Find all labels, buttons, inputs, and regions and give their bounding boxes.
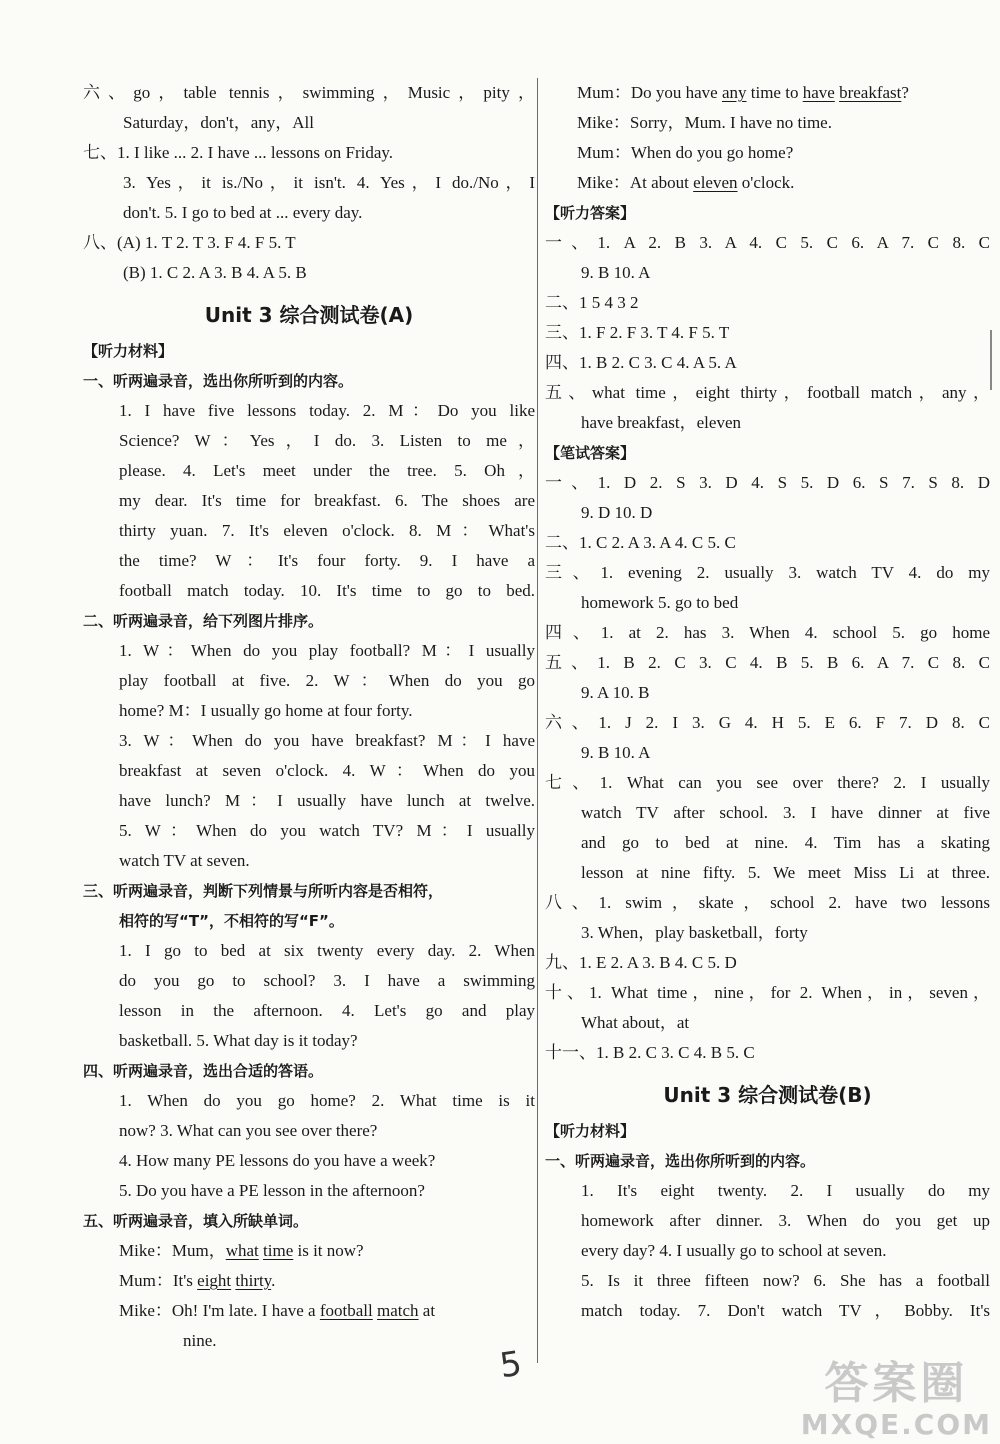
answer-line: 七、1. I like ... 2. I have ... lessons on Friday. <box>83 143 394 162</box>
text-line: 4. How many PE lessons do you have a week? <box>119 1151 436 1170</box>
text-line: 1. W：When do you play football? M：I usually <box>119 641 535 660</box>
right-column <box>545 78 990 1326</box>
blank-answer: breakfast <box>839 83 902 102</box>
text-line: 1. When do you go home? 2. What time is it <box>119 1091 535 1110</box>
answer-line: 3. When，play basketball，forty <box>581 923 808 942</box>
answer-line: watch TV after school. 3. I have dinner at five <box>581 803 990 822</box>
dialogue-line: Mike：Sorry，Mum. I have no time. <box>577 113 832 132</box>
text-line: do you go to school? 3. I have a swimming <box>119 971 535 990</box>
blank-answer: eight <box>197 1271 232 1290</box>
text-line: watch TV at seven. <box>119 851 250 870</box>
answer-line: 九、1. E 2. A 3. B 4. C 5. D <box>545 953 737 972</box>
section-label: 【听力答案】 <box>545 204 636 222</box>
answer-line: 三、1. F 2. F 3. T 4. F 5. T <box>545 323 730 342</box>
blank-answer: match <box>377 1301 419 1320</box>
dialogue-text: Mike：Mum， <box>119 1241 226 1260</box>
watermark-text: 答案圈 <box>824 1358 969 1409</box>
text-line: every day? 4. I usually go to school at seven. <box>581 1241 887 1260</box>
text-line: play football at five. 2. W：When do you go <box>119 671 535 690</box>
text-line: lesson in the afternoon. 4. Let's go and play <box>119 1001 535 1020</box>
answer-line: What about，at <box>581 1013 690 1032</box>
dialogue-line <box>545 78 990 108</box>
answer-line: 三、1. evening 2. usually 3. watch TV 4. do my <box>545 563 990 582</box>
answer-line: 六、go，table tennis，swimming，Music，pity， <box>83 83 535 102</box>
blank-answer: any <box>721 83 747 102</box>
text-line: now? 3. What can you see over there? <box>119 1121 378 1140</box>
dialogue-text: at <box>418 1301 436 1320</box>
answer-line: homework 5. go to bed <box>581 593 739 612</box>
section-heading: 二、听两遍录音，给下列图片排序。 <box>83 612 324 630</box>
text-line: have lunch? M：I usually have lunch at twelve. <box>119 791 535 810</box>
text-line: 5. W：When do you watch TV? M：I usually <box>119 821 535 840</box>
dialogue-line: nine. <box>183 1331 217 1350</box>
text-line: 3. W：When do you have breakfast? M：I have <box>119 731 535 750</box>
section-heading: 五、听两遍录音，填入所缺单词。 <box>83 1212 309 1230</box>
unit-b-title: Unit 3 综合测试卷(B) <box>663 1083 872 1107</box>
dialogue-line <box>83 1236 535 1266</box>
text-line: breakfast at seven o'clock. 4. W：When do you <box>119 761 535 780</box>
answer-line: 八、1. swim，skate，school 2. have two lessons <box>545 893 990 912</box>
text-line: basketball. 5. What day is it today? <box>119 1031 358 1050</box>
answer-line: 五、what time，eight thirty，football match，any， <box>545 383 990 402</box>
answer-line: lesson at nine fifty. 5. We meet Miss Li at three. <box>581 863 990 882</box>
dialogue-text: is it now? <box>293 1241 364 1260</box>
dialogue-text: Mike：Oh! I'm late. I have a <box>119 1301 320 1320</box>
section-heading: 四、听两遍录音，选出合适的答语。 <box>83 1062 324 1080</box>
dialogue-text: Mum：It's <box>119 1271 198 1290</box>
text-line: 5. Is it three fifteen now? 6. She has a football <box>581 1271 990 1290</box>
answer-line: 9. A 10. B <box>581 683 650 702</box>
answer-line: have breakfast，eleven <box>581 413 741 432</box>
text-line: homework after dinner. 3. When do you get up <box>581 1211 990 1230</box>
dialogue-text: Mike：At about <box>577 173 694 192</box>
text-line: home? M：I usually go home at four forty. <box>119 701 413 720</box>
answer-line: 9. B 10. A <box>581 743 651 762</box>
dialogue-text: o'clock. <box>737 173 795 192</box>
dialogue-text: ? <box>901 83 909 102</box>
watermark-logo <box>801 1358 992 1440</box>
dialogue-text: time to <box>746 83 803 102</box>
answer-line: 一、1. A 2. B 3. A 4. C 5. C 6. A 7. C 8. C <box>545 233 990 252</box>
answer-line: 七、1. What can you see over there? 2. I usually <box>545 773 990 792</box>
blank-answer: eleven <box>693 173 738 192</box>
answer-line: Saturday，don't，any，All <box>123 113 314 132</box>
blank-answer: have <box>802 83 835 102</box>
answer-line: 一、1. D 2. S 3. D 4. S 5. D 6. S 7. S 8. D <box>545 473 990 492</box>
text-line: 1. It's eight twenty. 2. I usually do my <box>581 1181 990 1200</box>
dialogue-line <box>83 1296 535 1326</box>
section-heading: 一、听两遍录音，选出你所听到的内容。 <box>545 1152 816 1170</box>
dialogue-line: Mum：When do you go home? <box>577 143 794 162</box>
unit-a-title: Unit 3 综合测试卷(A) <box>204 303 414 327</box>
dialogue-line <box>83 1266 535 1296</box>
answer-line: 八、(A) 1. T 2. T 3. F 4. F 5. T <box>83 233 296 252</box>
text-line: 5. Do you have a PE lesson in the afternoon? <box>119 1181 425 1200</box>
text-line: 1. I have five lessons today. 2. M：Do you like <box>119 401 535 420</box>
text-line: 1. I go to bed at six twenty every day. 2. When <box>119 941 535 960</box>
section-label: 【听力材料】 <box>83 342 174 360</box>
dialogue-line <box>545 168 990 198</box>
text-line: the time? W：It's four forty. 9. I have a <box>119 551 535 570</box>
blank-answer: thirty <box>235 1271 272 1290</box>
section-heading: 相符的写“T”，不相符的写“F”。 <box>119 912 344 930</box>
left-column <box>83 78 535 1356</box>
answer-line: 3. Yes，it is./No，it isn't. 4. Yes，I do./No，I <box>123 173 535 192</box>
answer-line: 二、1 5 4 3 2 <box>545 293 639 312</box>
blank-answer: football <box>319 1301 373 1320</box>
answer-line: 十、1. What time，nine，for 2. When，in，seven， <box>545 983 990 1002</box>
text-line: please. 4. Let's meet under the tree. 5. Oh， <box>119 461 535 480</box>
answer-line: (B) 1. C 2. A 3. B 4. A 5. B <box>123 263 307 282</box>
blank-answer: what <box>225 1241 259 1260</box>
text-line: my dear. It's time for breakfast. 6. The shoes are <box>119 491 535 510</box>
text-line: Science? W：Yes，I do. 3. Listen to me， <box>119 431 535 450</box>
watermark-url: MXQE.COM <box>800 1408 992 1441</box>
answer-line: 四、1. B 2. C 3. C 4. A 5. A <box>545 353 737 372</box>
text-line: football match today. 10. It's time to go to bed. <box>119 581 535 600</box>
answer-line: 十一、1. B 2. C 3. C 4. B 5. C <box>545 1043 755 1062</box>
text-line: thirty yuan. 7. It's eleven o'clock. 8. M：What's <box>119 521 535 540</box>
section-heading: 三、听两遍录音，判断下列情景与所听内容是否相符， <box>83 882 444 900</box>
dialogue-text: . <box>271 1271 276 1290</box>
answer-line: 9. B 10. A <box>581 263 651 282</box>
section-heading: 一、听两遍录音，选出你所听到的内容。 <box>83 372 354 390</box>
answer-line: 二、1. C 2. A 3. A 4. C 5. C <box>545 533 736 552</box>
section-label: 【听力材料】 <box>545 1122 636 1140</box>
answer-line: 五、1. B 2. C 3. C 4. B 5. B 6. A 7. C 8. C <box>545 653 990 672</box>
text-line: match today. 7. Don't watch TV，Bobby. It's <box>581 1301 990 1320</box>
answer-line: 9. D 10. D <box>581 503 653 522</box>
column-divider <box>537 78 538 1363</box>
answer-line: and go to bed at nine. 4. Tim has a skating <box>581 833 990 852</box>
answer-line: 六、1. J 2. I 3. G 4. H 5. E 6. F 7. D 8. C <box>545 713 990 732</box>
section-label: 【笔试答案】 <box>545 444 636 462</box>
answer-line: 四、1. at 2. has 3. When 4. school 5. go home <box>545 623 990 642</box>
answer-line: don't. 5. I go to bed at ... every day. <box>123 203 363 222</box>
blank-answer: time <box>263 1241 294 1260</box>
page-number: 5 <box>497 1343 525 1387</box>
page-edge-mark <box>990 330 998 390</box>
dialogue-text: Mum：Do you have <box>577 83 722 102</box>
